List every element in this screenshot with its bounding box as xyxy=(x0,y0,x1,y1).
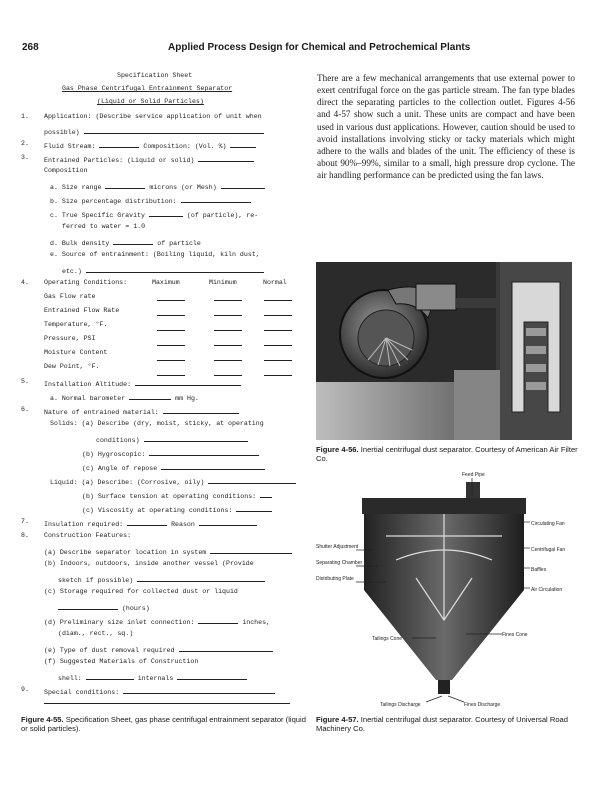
spec-line: (b) Surface tension at operating conditions: xyxy=(82,491,272,501)
label-centrifugal-fan: Centrifugal Fan xyxy=(531,547,566,553)
label-tailings-discharge: Tailings Discharge xyxy=(380,702,421,708)
spec-line: (a) Describe separator location in system xyxy=(44,547,292,557)
spec-line: Application: (Describe service application of unit when xyxy=(44,113,262,120)
spec-num: 8. xyxy=(21,532,29,539)
column-normal: Normal xyxy=(263,279,287,286)
label-shutter-adjustment: Shutter Adjustment xyxy=(316,544,359,550)
spec-line: (hours) xyxy=(58,603,150,613)
label-tailings-cone: Tailings Cone xyxy=(372,636,403,642)
spec-line: e. Source of entrainment: (Boiling liquid, kiln dust, xyxy=(50,251,260,258)
spec-num: 1. xyxy=(21,113,29,120)
spec-line: Temperature, °F. xyxy=(44,321,108,328)
spec-line: (f) Suggested Materials of Construction xyxy=(44,658,199,665)
running-title: Applied Process Design for Chemical and Petrochemical Plants xyxy=(168,42,471,53)
spec-line: (c) Storage required for collected dust or liquid xyxy=(44,588,238,595)
blank-grid-col-max xyxy=(157,294,185,376)
spec-line: (c) Viscosity at operating conditions: xyxy=(82,505,272,515)
spec-line: Special conditions: xyxy=(44,687,275,697)
spec-line: Liquid: (a) Describe: (Corrosive, oily) xyxy=(50,477,296,487)
spec-line: (d) Preliminary size inlet connection: inches, xyxy=(44,619,271,626)
spec-line: Gas Flow rate xyxy=(44,293,96,300)
spec-line: Composition xyxy=(44,167,88,174)
spec-line: a. Size range microns (or Mesh) xyxy=(50,182,265,192)
spec-line: (diam., rect., sq.) xyxy=(58,630,134,637)
spec-line: Dew Point, °F. xyxy=(44,363,100,370)
figure-4-57-caption: Figure 4-57. Inertial centrifugal dust separator. Courtesy of Universal Road Machinery Co. xyxy=(316,715,568,734)
spec-line: (b) Hygroscopic: xyxy=(82,449,259,459)
spec-line: Construction Features: xyxy=(44,532,132,539)
spec-line: a. Normal barometer mm Hg. xyxy=(50,395,199,402)
spec-num: 6. xyxy=(21,406,29,413)
page-number: 268 xyxy=(22,42,39,53)
spec-line: (e) Type of dust removal required xyxy=(44,645,273,655)
figure-4-57-diagram xyxy=(316,470,572,710)
spec-num: 3. xyxy=(21,154,29,161)
label-feed-pipe: Feed Pipe xyxy=(462,472,485,478)
spec-line: Installation Altitude: xyxy=(44,379,241,389)
spec-line: Entrained Particles: (Liquid or solid) xyxy=(44,155,254,165)
spec-line: etc.) xyxy=(62,266,264,276)
label-distributing-plate: Distributing Plate xyxy=(316,576,354,582)
label-circulating-fan: Circulating Fan xyxy=(531,521,565,527)
spec-line: ferred to water = 1.0 xyxy=(62,223,146,230)
spec-line: b. Size percentage distribution: xyxy=(50,196,251,206)
label-fines-discharge: Fines Discharge xyxy=(464,702,501,708)
column-minimum: Minimum xyxy=(209,279,237,286)
spec-blank-line xyxy=(44,697,290,707)
figure-4-56-photo xyxy=(316,262,572,440)
body-paragraph: There are a few mechanical arrangements that use external power to exert centrifugal force on the gas particle stream. The fan type blades direct the separating particles to the collection outlet. Figures 4-56 and 4-57 show such a unit. These units are compact and have been used in various dust applications. However, caution should be used to avoid installations involving sticky or tacky materials which might adhere to the walls and blades of the unit. The efficiency of these is about 90%–99%, similar to a small, high pressure drop cyclone. The air handling performance can be predicted using the fan laws. xyxy=(317,73,575,181)
spec-line: Nature of entrained material: xyxy=(44,407,239,417)
spec-num: 2. xyxy=(21,140,29,147)
spec-line: Moisture Content xyxy=(44,349,108,356)
blank-grid-col-normal xyxy=(264,294,292,376)
spec-line: shell: internals xyxy=(58,673,247,683)
spec-line: d. Bulk density of particle xyxy=(50,240,201,247)
spec-line: Entrained Flow Rate xyxy=(44,307,120,314)
spec-subtitle-2: (Liquid or Solid Particles) xyxy=(97,98,204,105)
label-baffles: Baffles xyxy=(531,567,547,573)
spec-line: possible) xyxy=(44,127,264,137)
label-separating-chamber: Separating Chamber xyxy=(316,560,363,566)
spec-line: conditions) xyxy=(96,435,248,445)
spec-line: c. True Specific Gravity (of particle), re- xyxy=(50,212,259,219)
label-fines-cone: Fines Cone xyxy=(502,632,528,638)
spec-line: Fluid Stream: Composition: (Vol. %) xyxy=(44,141,256,151)
spec-line: (b) Indoors, outdoors, inside another vessel (Provide xyxy=(44,560,254,567)
blank-grid-col-min xyxy=(214,294,242,376)
spec-line: (c) Angle of repose xyxy=(82,463,265,473)
spec-line: Pressure, PSI xyxy=(44,335,96,342)
spec-num: 9. xyxy=(21,686,29,693)
spec-line: Insulation required: Reason xyxy=(44,519,257,529)
spec-title: Specification Sheet xyxy=(117,72,193,79)
figure-4-55-caption: Figure 4-55. Specification Sheet, gas phase centrifugal entrainment separator (liquid or solid particles). xyxy=(21,715,306,734)
spec-line: sketch if possible) xyxy=(58,575,265,585)
spec-num: 4. xyxy=(21,279,29,286)
label-air-circulation: Air Circulation xyxy=(531,587,563,593)
figure-4-56-caption: Figure 4-56. Inertial centrifugal dust separator. Courtesy of American Air Filter Co. xyxy=(316,445,578,464)
spec-subtitle: Gas Phase Centrifugal Entrainment Separator xyxy=(62,85,233,92)
column-maximum: Maximum xyxy=(152,279,180,286)
spec-num: 5. xyxy=(21,378,29,385)
spec-line: Operating Conditions: xyxy=(44,279,128,286)
spec-num: 7. xyxy=(21,518,29,525)
spec-line: Solids: (a) Describe (dry, moist, sticky, at operating xyxy=(50,420,264,427)
